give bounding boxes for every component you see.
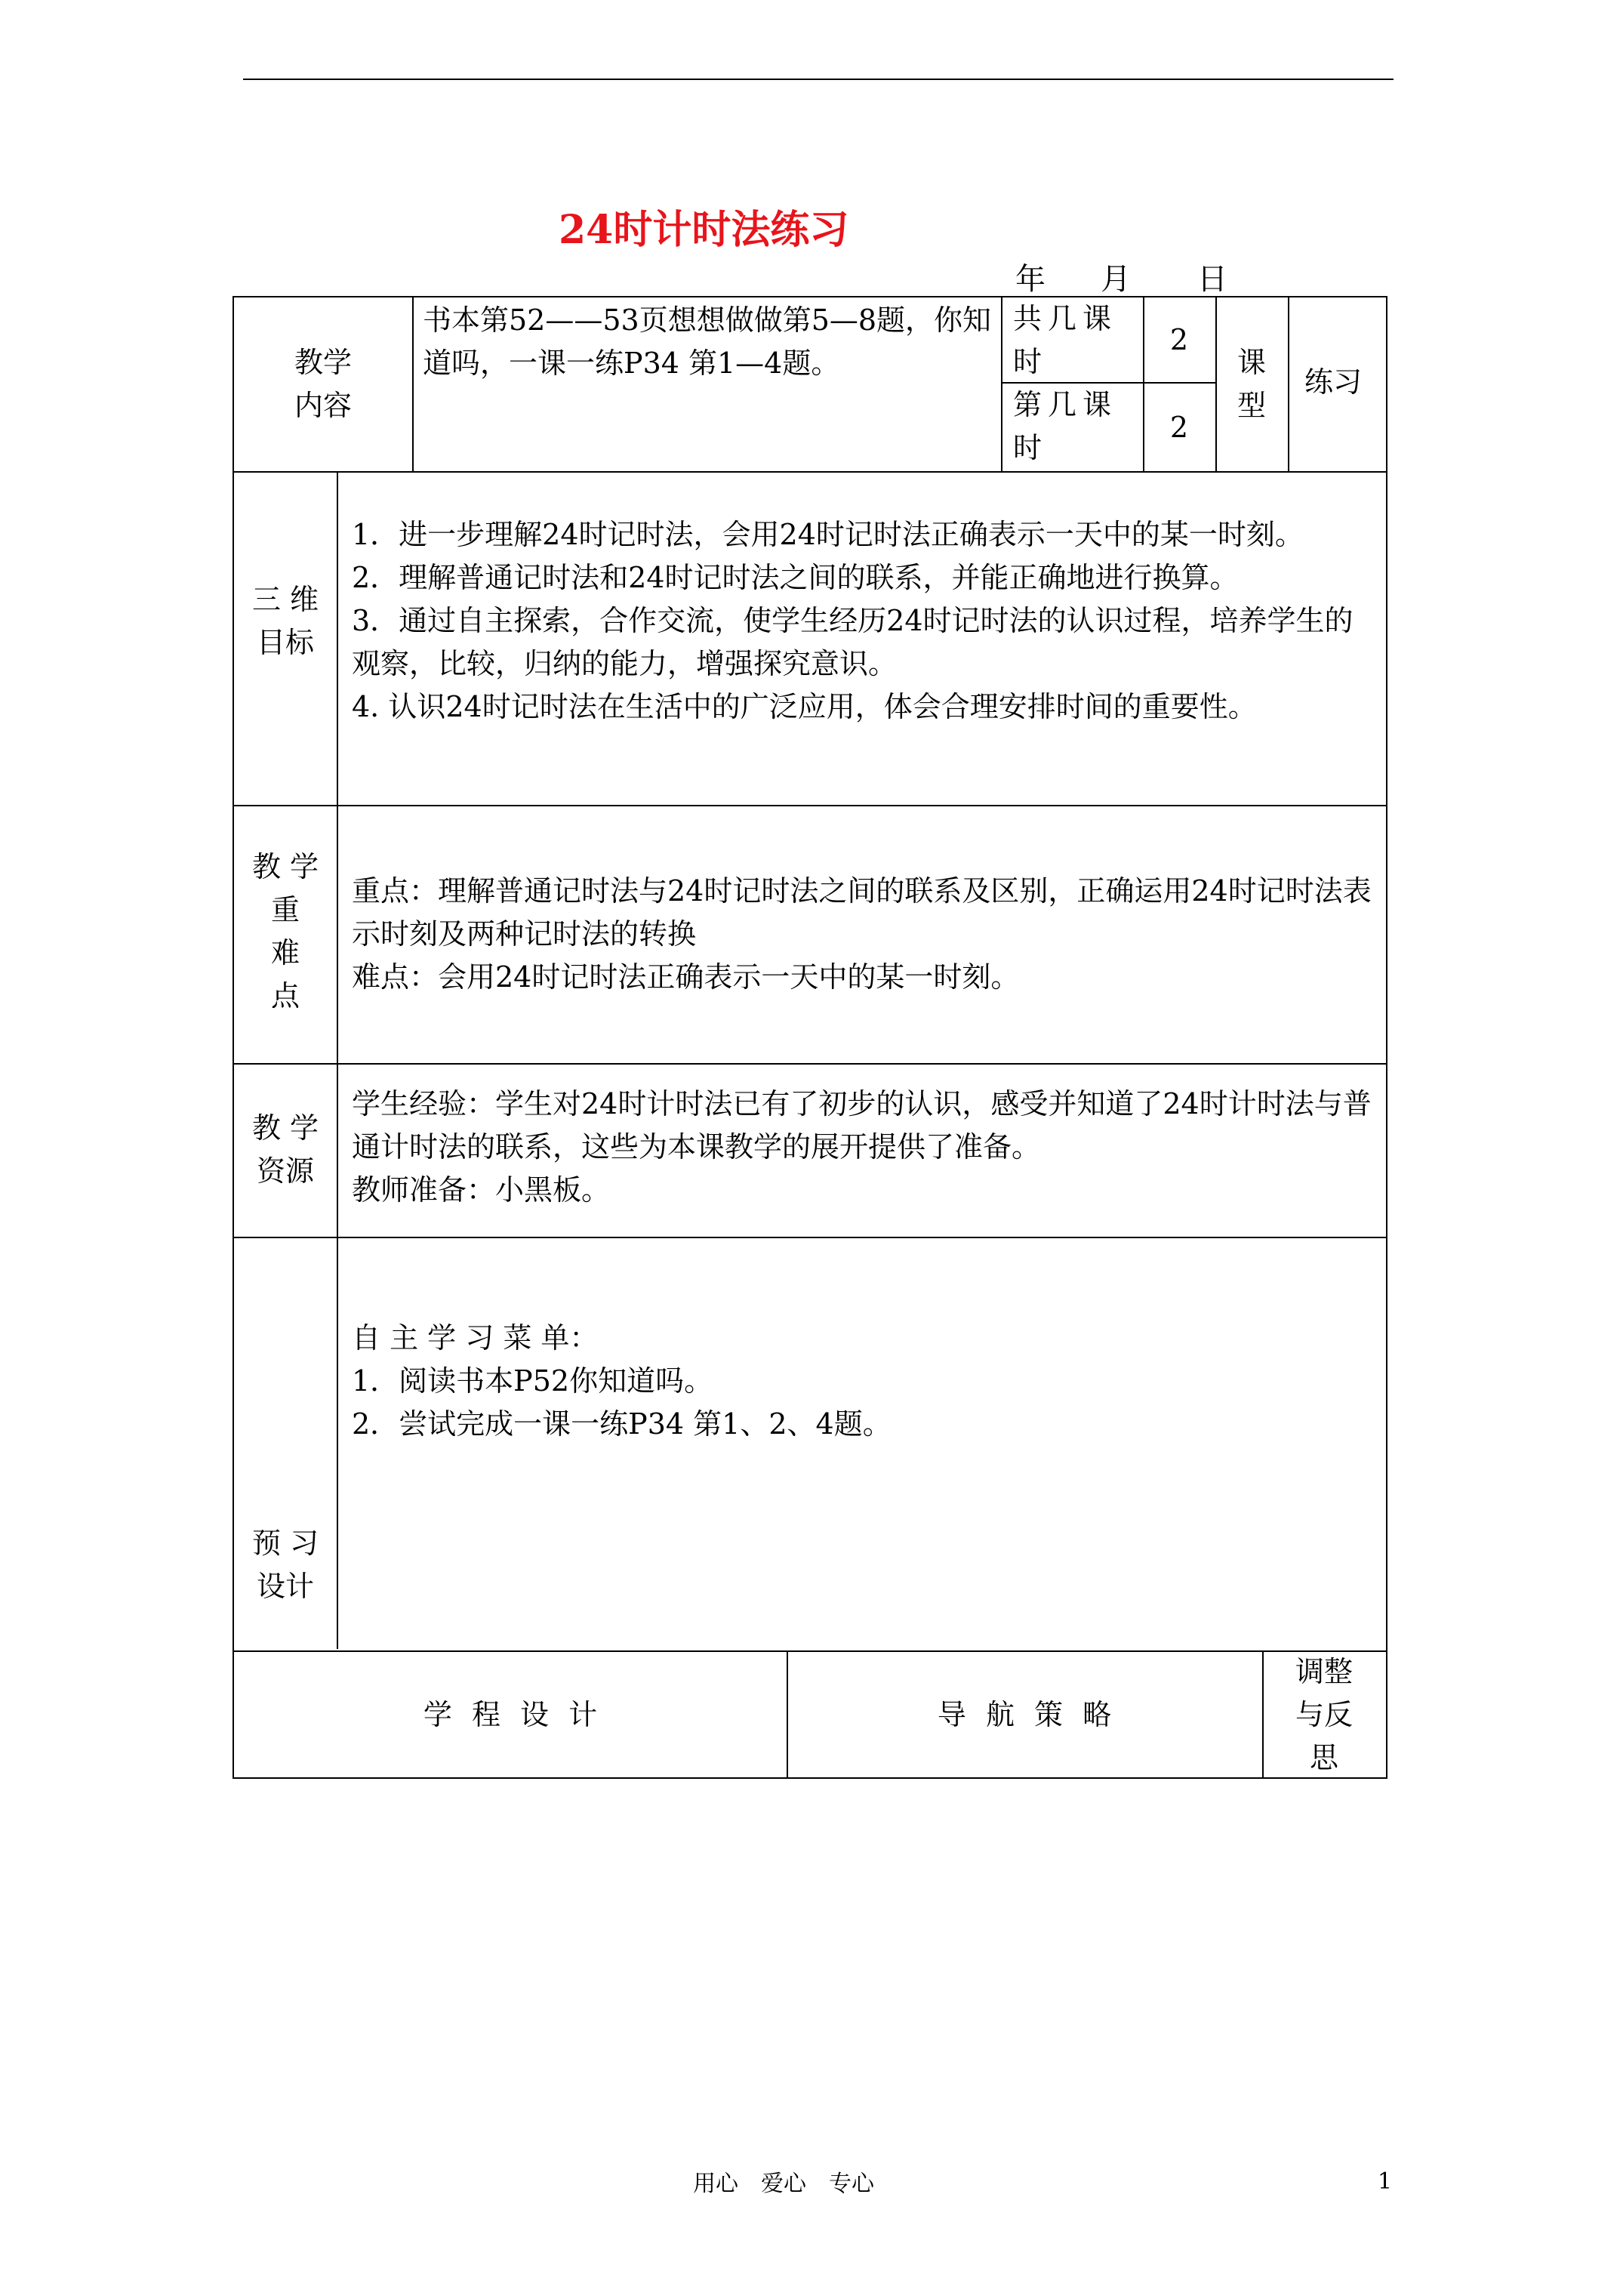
keypoint-item: 重点：理解普通记时法与24时记时法之间的联系及区别，正确运用24时记时法表示时刻及两种记时法的转换 (352, 874, 1372, 951)
lesson-content-table (233, 296, 1387, 473)
preview-item: 1．阅读书本P52你知道吗。 (352, 1364, 713, 1398)
page-number: 1 (1378, 2168, 1393, 2195)
keypoint-item: 难点：会用24时记时法正确表示一天中的某一时刻。 (352, 960, 1020, 994)
which-lesson-label: 第几课时 (1013, 388, 1118, 464)
lesson-plan-table (233, 471, 1387, 1779)
lesson-type-value: 练习 (1304, 365, 1363, 399)
preview-item: 2．尝试完成一课一练P34 第1、2、4题。 (352, 1407, 892, 1441)
goal-item: 4. 认识24时记时法在生活中的广泛应用，体会合理安排时间的重要性。 (352, 690, 1257, 723)
resource-item: 学生经验：学生对24时计时法已有了初步的认识，感受并知道了24时计时法与普通计时法的联系，这些为本课教学的展开提供了准备。 (352, 1087, 1372, 1163)
total-lessons-label: 共几课时 (1013, 302, 1118, 378)
goal-item: 2．理解普通记时法和24时记时法之间的联系，并能正确地进行换算。 (352, 561, 1239, 594)
date-month: 月 (1101, 262, 1131, 297)
keypoints-label: 教 学 重 难 点 (251, 850, 319, 1012)
goal-item: 1．进一步理解24时记时法，会用24时记时法正确表示一天中的某一时刻。 (352, 518, 1304, 551)
resources-label: 教 学 资源 (251, 1111, 319, 1188)
page-title: 24时计时法练习 (559, 207, 849, 253)
footer-motto: 用心 爱心 专心 (693, 2171, 874, 2197)
date-year: 年 (1015, 262, 1046, 297)
goals-label: 三 维 目标 (251, 583, 319, 659)
content-text: 书本第52——53页想想做做第5—8题，你知道吗，一课一练P34 第1—4题。 (423, 304, 992, 380)
date-day: 日 (1197, 262, 1227, 297)
which-lesson-value: 2 (1169, 410, 1189, 444)
total-lessons-value: 2 (1169, 322, 1189, 356)
content-label: 教学 内容 (294, 346, 352, 422)
preview-list (352, 1317, 1372, 1446)
keypoints-list (352, 870, 1372, 999)
learning-design-header: 学 程 设 计 (423, 1697, 598, 1731)
resource-item: 教师准备：小黑板。 (352, 1173, 611, 1207)
navigation-strategy-header: 导 航 策 略 (937, 1697, 1112, 1731)
reflection-header: 调整 与反 思 (1295, 1654, 1353, 1774)
resources-list (352, 1083, 1372, 1212)
date-line (1015, 255, 1227, 298)
goal-item: 3．通过自主探索，合作交流，使学生经历24时记时法的认识过程，培养学生的观察，比较，归纳的能力，增强探究意识。 (352, 604, 1354, 680)
preview-label: 预 习 设计 (251, 1527, 319, 1603)
lesson-type-label: 课型 (1236, 346, 1266, 422)
header-rule (243, 79, 1394, 80)
goals-list (352, 513, 1372, 729)
preview-item: 自 主 学 习 菜 单： (352, 1321, 599, 1354)
